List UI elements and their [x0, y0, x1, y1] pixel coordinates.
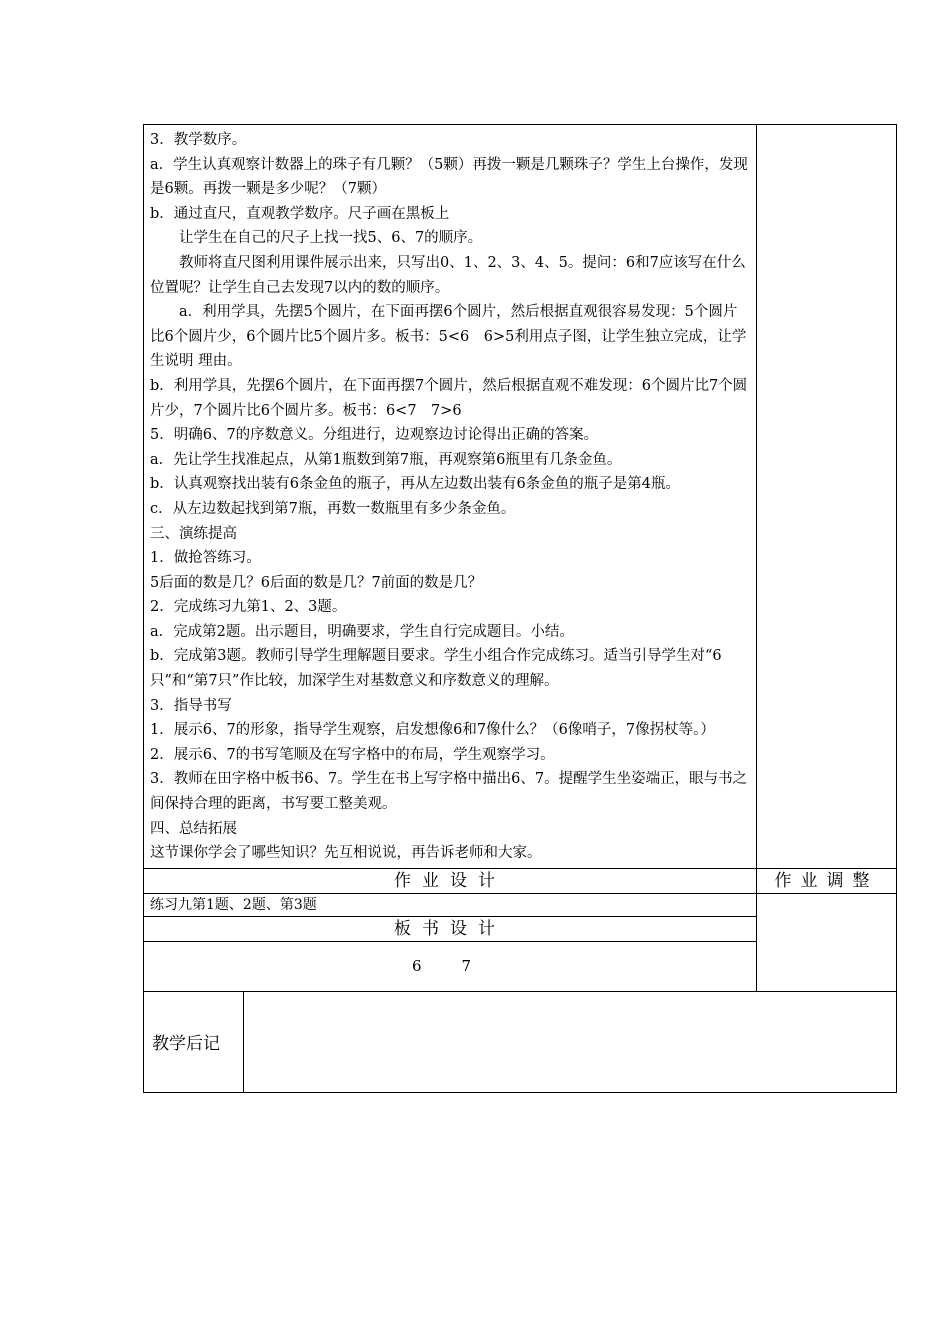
- lesson-line: 2．展示6、7的书写笔顺及在写字格中的布局，学生观察学习。: [150, 746, 555, 763]
- lesson-line: a．先让学生找准起点，从第1瓶数到第7瓶，再观察第6瓶里有几条金鱼。: [150, 451, 622, 468]
- section-heading: 三、演练提高: [150, 525, 237, 542]
- lesson-line: 3．教学数序。: [150, 132, 247, 148]
- side-notes-cell: [757, 125, 897, 869]
- lesson-line: b．完成第3题。教师引导学生理解题目要求。学生小组合作完成练习。适当引导学生对“6只”和“第7只”作比较，加深学生对基数意义和序数意义的理解。: [150, 648, 722, 690]
- lesson-line: b．认真观察找出装有6条金鱼的瓶子，再从左边数出装有6条金鱼的瓶子是第4瓶。: [150, 476, 680, 493]
- postscript-content: [244, 991, 897, 1092]
- board-item: 7: [461, 957, 472, 976]
- lesson-line: c．从左边数起找到第7瓶，再数一数瓶里有多少条金鱼。: [150, 500, 516, 517]
- homework-adjust-content: [757, 893, 897, 991]
- lesson-line: a．利用学具，先摆5个圆片，在下面再摆6个圆片，然后根据直观很容易发现：5个圆片比6个圆片少，6个圆片比5个圆片多。板书：5<6 6>5利用点子图，让学生独立完成，让学生说明 理由。: [150, 304, 747, 370]
- lesson-line: 2．完成练习九第1、2、3题。: [150, 599, 347, 616]
- lesson-line: 5后面的数是几？6后面的数是几？7前面的数是几？: [150, 574, 483, 591]
- homework-adjust-header: 作业调整: [757, 868, 897, 893]
- lesson-line: b．通过直尺，直观教学数序。尺子画在黑板上: [150, 205, 450, 222]
- lesson-line: a．学生认真观察计数器上的珠子有几颗？（5颗）再拨一颗是几颗珠子？学生上台操作，发现是6颗。再拨一颗是多少呢？（7颗）: [150, 156, 748, 198]
- board-design-header: 板书设计: [144, 916, 757, 941]
- lesson-line: 5．明确6、7的序数意义。分组进行，边观察边讨论得出正确的答案。: [150, 427, 599, 444]
- lesson-table: [143, 124, 897, 1093]
- lesson-line: 3．指导书写: [150, 697, 232, 714]
- section-heading: 四、总结拓展: [150, 820, 237, 837]
- homework-design-content: 练习九第1题、2题、第3题: [144, 893, 757, 916]
- lesson-line: b．利用学具，先摆6个圆片，在下面再摆7个圆片，然后根据直观不难发现：6个圆片比7个圆片少，7个圆片比6个圆片多。板书：6<7 7>6: [150, 377, 748, 419]
- homework-design-header: 作业设计: [144, 868, 757, 893]
- lesson-line: 这节课你学会了哪些知识？先互相说说，再告诉老师和大家。: [150, 845, 542, 862]
- board-design-content: [144, 941, 757, 991]
- lesson-line: 3．教师在田字格中板书6、7。学生在书上写字格中描出6、7。提醒学生坐姿端正，眼与书之间保持合理的距离，书写要工整美观。: [150, 771, 748, 813]
- lesson-process-cell: [144, 125, 757, 869]
- lesson-line: 让学生在自己的尺子上找一找5、6、7的顺序。: [179, 230, 483, 247]
- board-item: 6: [412, 957, 422, 976]
- lesson-line: 1．展示6、7的形象，指导学生观察，启发想像6和7像什么？（6像哨子，7像拐杖等。）: [150, 722, 715, 739]
- lesson-line: 教师将直尺图利用课件展示出来，只写出0、1、2、3、4、5。提问：6和7应该写在什么位置呢？让学生自己去发现7以内的数的顺序。: [150, 254, 746, 296]
- lesson-line: a．完成第2题。出示题目，明确要求，学生自行完成题目。小结。: [150, 623, 574, 640]
- lesson-line: 1．做抢答练习。: [150, 550, 261, 567]
- lesson-plan-page: [143, 124, 896, 1093]
- postscript-label: 教学后记: [144, 991, 244, 1092]
